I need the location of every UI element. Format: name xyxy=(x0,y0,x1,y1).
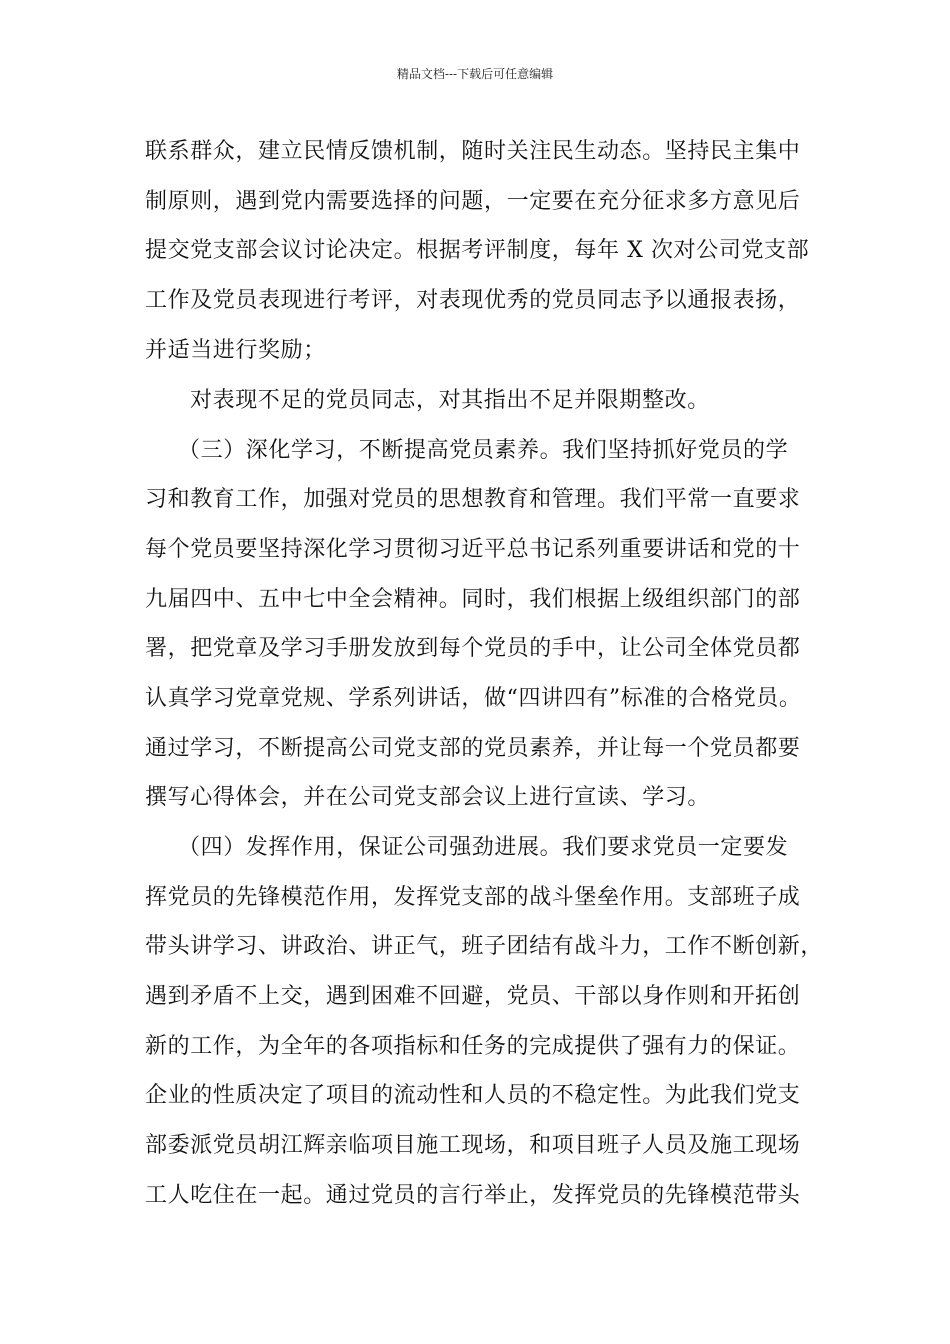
text-line: 习和教育工作，加强对党员的思想教育和管理。我们平常一直要求 xyxy=(145,487,801,512)
text-line: 通过学习，不断提高公司党支部的党员素养，并让每一个党员都要 xyxy=(145,736,801,761)
text-line: 新的工作，为全年的各项指标和任务的完成提供了强有力的保证。 xyxy=(145,1034,801,1059)
text-line: 遇到矛盾不上交，遇到困难不回避，党员、干部以身作则和开拓创 xyxy=(145,984,801,1009)
text-line: 带头讲学习、讲政治、讲正气，班子团结有战斗力，工作不断创新， xyxy=(145,934,824,959)
text-line: （三）深化学习，不断提高党员素养。我们坚持抓好党员的学 xyxy=(178,438,789,463)
text-line: 工作及党员表现进行考评，对表现优秀的党员同志予以通报表扬， xyxy=(145,288,801,313)
text-line: 工人吃住在一起。通过党员的言行举止，发挥党员的先锋模范带头 xyxy=(145,1183,801,1208)
text-line: 提交党支部会议讨论决定。根据考评制度，每年 X 次对公司党支部 xyxy=(145,238,810,263)
text-line: 九届四中、五中七中全会精神。同时，我们根据上级组织部门的部 xyxy=(145,587,801,612)
text-line: 对表现不足的党员同志，对其指出不足并限期整改。 xyxy=(190,388,710,413)
text-line: 署，把党章及学习手册发放到每个党员的手中，让公司全体党员都 xyxy=(145,636,801,661)
text-line: 联系群众，建立民情反馈机制，随时关注民生动态。坚持民主集中 xyxy=(145,139,801,164)
text-line: 部委派党员胡江辉亲临项目施工现场，和项目班子人员及施工现场 xyxy=(145,1133,801,1158)
text-line: 撰写心得体会，并在公司党支部会议上进行宣读、学习。 xyxy=(145,785,711,810)
text-line: 认真学习党章党规、学系列讲话，做“四讲四有”标准的合格党员。 xyxy=(145,686,802,711)
text-line: 并适当进行奖励； xyxy=(145,338,326,363)
text-line: 每个党员要坚持深化学习贯彻习近平总书记系列重要讲话和党的十 xyxy=(145,537,801,562)
text-line: 挥党员的先锋模范作用，发挥党支部的战斗堡垒作用。支部班子成 xyxy=(145,885,801,910)
text-line: 制原则，遇到党内需要选择的问题，一定要在充分征求多方意见后 xyxy=(145,189,801,214)
page-header: 精品文档---下载后可任意编辑 xyxy=(396,67,554,81)
text-line: （四）发挥作用，保证公司强劲进展。我们要求党员一定要发 xyxy=(178,835,789,860)
text-line: 企业的性质决定了项目的流动性和人员的不稳定性。为此我们党支 xyxy=(145,1083,801,1108)
